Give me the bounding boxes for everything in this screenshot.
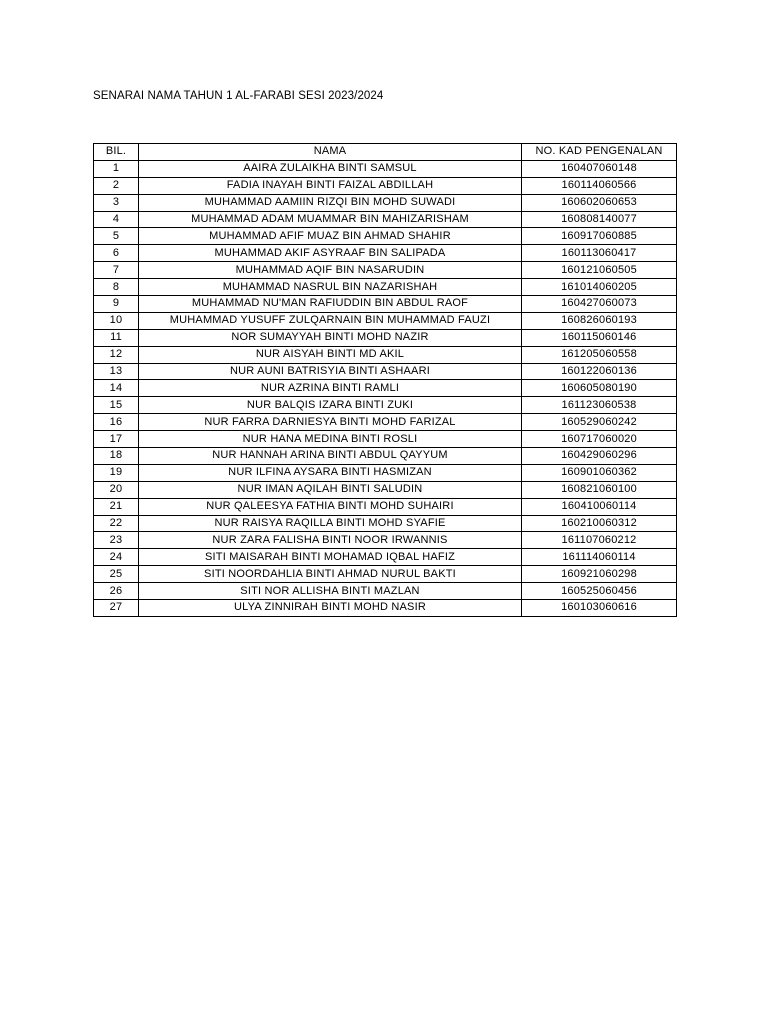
- cell-ic: 160602060653: [522, 194, 677, 211]
- cell-bil: 4: [94, 211, 139, 228]
- cell-bil: 15: [94, 397, 139, 414]
- cell-nama: AAIRA ZULAIKHA BINTI SAMSUL: [139, 160, 522, 177]
- cell-bil: 10: [94, 312, 139, 329]
- table-row: [94, 194, 677, 211]
- cell-ic: 160529060242: [522, 414, 677, 431]
- cell-bil: 8: [94, 279, 139, 296]
- cell-nama: NUR AISYAH BINTI MD AKIL: [139, 346, 522, 363]
- cell-ic: 160103060616: [522, 600, 677, 617]
- table-row: [94, 532, 677, 549]
- cell-ic: 160407060148: [522, 160, 677, 177]
- table-row: [94, 346, 677, 363]
- cell-nama: NUR IMAN AQILAH BINTI SALUDIN: [139, 481, 522, 498]
- cell-bil: 27: [94, 600, 139, 617]
- cell-nama: MUHAMMAD ADAM MUAMMAR BIN MAHIZARISHAM: [139, 211, 522, 228]
- table-row: [94, 245, 677, 262]
- table-row: [94, 211, 677, 228]
- table-row: [94, 262, 677, 279]
- cell-nama: MUHAMMAD AQIF BIN NASARUDIN: [139, 262, 522, 279]
- cell-bil: 7: [94, 262, 139, 279]
- cell-nama: NUR QALEESYA FATHIA BINTI MOHD SUHAIRI: [139, 498, 522, 515]
- cell-ic: 160826060193: [522, 312, 677, 329]
- table-row: [94, 312, 677, 329]
- header-ic: NO. KAD PENGENALAN: [522, 144, 677, 161]
- table-row: [94, 397, 677, 414]
- cell-nama: SITI NOR ALLISHA BINTI MAZLAN: [139, 583, 522, 600]
- table-row: [94, 431, 677, 448]
- table-row: [94, 228, 677, 245]
- cell-nama: MUHAMMAD YUSUFF ZULQARNAIN BIN MUHAMMAD FAUZI: [139, 312, 522, 329]
- cell-bil: 23: [94, 532, 139, 549]
- cell-ic: 160917060885: [522, 228, 677, 245]
- header-nama: NAMA: [139, 144, 522, 161]
- cell-bil: 3: [94, 194, 139, 211]
- table-row: [94, 296, 677, 313]
- cell-ic: 160113060417: [522, 245, 677, 262]
- cell-bil: 1: [94, 160, 139, 177]
- table-row: [94, 515, 677, 532]
- cell-bil: 5: [94, 228, 139, 245]
- table-row: [94, 279, 677, 296]
- cell-ic: 160921060298: [522, 566, 677, 583]
- cell-nama: NUR ZARA FALISHA BINTI NOOR IRWANNIS: [139, 532, 522, 549]
- table-row: [94, 566, 677, 583]
- cell-ic: 161014060205: [522, 279, 677, 296]
- cell-nama: NUR RAISYA RAQILLA BINTI MOHD SYAFIE: [139, 515, 522, 532]
- cell-ic: 160605080190: [522, 380, 677, 397]
- cell-nama: ULYA ZINNIRAH BINTI MOHD NASIR: [139, 600, 522, 617]
- cell-nama: NUR HANA MEDINA BINTI ROSLI: [139, 431, 522, 448]
- cell-nama: NUR ILFINA AYSARA BINTI HASMIZAN: [139, 464, 522, 481]
- cell-ic: 161123060538: [522, 397, 677, 414]
- cell-nama: NUR HANNAH ARINA BINTI ABDUL QAYYUM: [139, 448, 522, 465]
- cell-ic: 160525060456: [522, 583, 677, 600]
- cell-ic: 160114060566: [522, 177, 677, 194]
- cell-bil: 22: [94, 515, 139, 532]
- cell-nama: NUR BALQIS IZARA BINTI ZUKI: [139, 397, 522, 414]
- cell-ic: 161205060558: [522, 346, 677, 363]
- table-header: [94, 144, 677, 161]
- table-row: [94, 498, 677, 515]
- page-title: SENARAI NAMA TAHUN 1 AL-FARABI SESI 2023/2024: [93, 90, 384, 102]
- cell-bil: 14: [94, 380, 139, 397]
- cell-ic: 161107060212: [522, 532, 677, 549]
- header-row: [94, 144, 677, 161]
- cell-ic: 160210060312: [522, 515, 677, 532]
- student-list-table: [93, 143, 677, 617]
- table-row: [94, 414, 677, 431]
- cell-bil: 21: [94, 498, 139, 515]
- cell-bil: 13: [94, 363, 139, 380]
- cell-bil: 18: [94, 448, 139, 465]
- cell-ic: 160427060073: [522, 296, 677, 313]
- table-row: [94, 549, 677, 566]
- cell-nama: SITI MAISARAH BINTI MOHAMAD IQBAL HAFIZ: [139, 549, 522, 566]
- header-bil: BIL.: [94, 144, 139, 161]
- table-row: [94, 177, 677, 194]
- table-row: [94, 464, 677, 481]
- table-row: [94, 600, 677, 617]
- cell-bil: 19: [94, 464, 139, 481]
- cell-bil: 25: [94, 566, 139, 583]
- cell-bil: 17: [94, 431, 139, 448]
- cell-bil: 24: [94, 549, 139, 566]
- cell-ic: 160121060505: [522, 262, 677, 279]
- cell-nama: MUHAMMAD AAMIIN RIZQI BIN MOHD SUWADI: [139, 194, 522, 211]
- cell-ic: 160410060114: [522, 498, 677, 515]
- cell-nama: MUHAMMAD AFIF MUAZ BIN AHMAD SHAHIR: [139, 228, 522, 245]
- table-row: [94, 329, 677, 346]
- cell-nama: NUR AZRINA BINTI RAMLI: [139, 380, 522, 397]
- cell-ic: 160808140077: [522, 211, 677, 228]
- table-row: [94, 363, 677, 380]
- cell-nama: FADIA INAYAH BINTI FAIZAL ABDILLAH: [139, 177, 522, 194]
- table-row: [94, 380, 677, 397]
- table-row: [94, 481, 677, 498]
- cell-bil: 26: [94, 583, 139, 600]
- cell-nama: NUR AUNI BATRISYIA BINTI ASHAARI: [139, 363, 522, 380]
- cell-bil: 20: [94, 481, 139, 498]
- table-row: [94, 583, 677, 600]
- cell-ic: 160122060136: [522, 363, 677, 380]
- cell-ic: 161114060114: [522, 549, 677, 566]
- cell-nama: MUHAMMAD NU'MAN RAFIUDDIN BIN ABDUL RAOF: [139, 296, 522, 313]
- cell-ic: 160429060296: [522, 448, 677, 465]
- cell-bil: 9: [94, 296, 139, 313]
- table-row: [94, 448, 677, 465]
- cell-ic: 160115060146: [522, 329, 677, 346]
- cell-ic: 160821060100: [522, 481, 677, 498]
- table-row: [94, 160, 677, 177]
- cell-nama: MUHAMMAD AKIF ASYRAAF BIN SALIPADA: [139, 245, 522, 262]
- cell-nama: NUR FARRA DARNIESYA BINTI MOHD FARIZAL: [139, 414, 522, 431]
- cell-bil: 11: [94, 329, 139, 346]
- cell-bil: 12: [94, 346, 139, 363]
- cell-nama: MUHAMMAD NASRUL BIN NAZARISHAH: [139, 279, 522, 296]
- cell-nama: NOR SUMAYYAH BINTI MOHD NAZIR: [139, 329, 522, 346]
- cell-nama: SITI NOORDAHLIA BINTI AHMAD NURUL BAKTI: [139, 566, 522, 583]
- cell-ic: 160901060362: [522, 464, 677, 481]
- cell-bil: 6: [94, 245, 139, 262]
- cell-ic: 160717060020: [522, 431, 677, 448]
- cell-bil: 2: [94, 177, 139, 194]
- table-body: [94, 160, 677, 616]
- cell-bil: 16: [94, 414, 139, 431]
